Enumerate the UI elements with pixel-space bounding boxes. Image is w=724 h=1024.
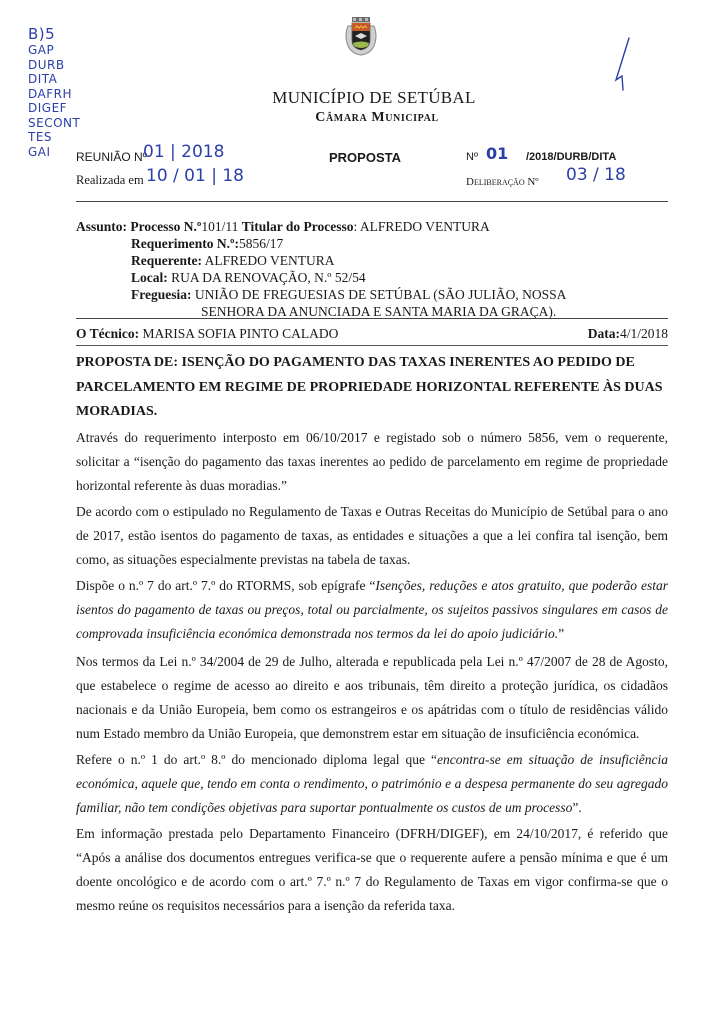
realizada-value: 10 / 01 | 18 <box>146 166 244 186</box>
routing-note: DITA <box>28 72 58 86</box>
paragraph-request: Através do requerimento interposto em 06/10/2017 e registado sob o número 5856, vem o requerente, solicitar a “isenção do pagamento das taxas inerentes ao pedido de parcelamento em regime de propriedade horizontal referente às duas moradias.” <box>76 430 668 493</box>
municipality-title: MUNICÍPIO DE SETÚBAL <box>272 88 476 107</box>
technician-label: O Técnico: <box>76 326 140 341</box>
paragraph-legal-basis: Nos termos da Lei n.º 34/2004 de 29 de Julho, alterada e republicada pela Lei n.º 47/2007 de 28 de Agosto, que estabelece o regime de acesso ao direito e aos tribunais, têm direito a proteção jurídica, os cidadãos nacionais e da União Europeia, bem como os estrangeiros e os apátridas com o título de residências válido num Estado membro da União Europeia, que demonstrem estar em situação de insuficiência económica. <box>76 654 668 741</box>
rtorms-quote: Isenções, reduções e atos gratuito, que poderão estar isentos do pagamento de taxas ou preços, total ou parcialmente, os sujeitos passivos singulares em casos de comprovada insuficiência económica demonstrada nos termos da lei do apoio judiciário. <box>76 578 668 641</box>
proposta-label: PROPOSTA <box>329 150 401 165</box>
handwritten-initial-mark <box>612 36 634 96</box>
proposal-number-label: Nº <box>466 151 478 163</box>
deliberacao-value: 03 / 18 <box>566 165 626 185</box>
council-title: Câmara Municipal <box>315 110 439 125</box>
subject-process-line <box>76 219 490 236</box>
technician-name: MARISA SOFIA PINTO CALADO <box>139 326 339 341</box>
routing-note: DURB <box>28 57 65 72</box>
freguesia-label: Freguesia: <box>131 287 192 302</box>
divider <box>76 345 668 346</box>
divider <box>76 201 668 202</box>
subject-block <box>76 219 676 319</box>
routing-note: GAP <box>28 43 55 57</box>
technician-row <box>76 326 668 342</box>
realizada-label: Realizada em <box>76 173 144 187</box>
rtorms-quote-end: ” <box>558 626 565 641</box>
proposal-number-value: 01 <box>486 144 509 163</box>
subject-freguesia-line <box>131 287 566 304</box>
proposal-number-suffix: /2018/DURB/DITA <box>526 151 617 163</box>
date-label: Data: <box>587 326 620 341</box>
paragraph-regulation: De acordo com o estipulado no Regulamento de Taxas e Outras Receitas do Município de Setúbal para o ano de 2017, estão isentos do pagamento de taxas, as entidades e situações a que a lei confira tal isenção, bem como, as situações especialmente previstas na tabela de taxas. <box>76 504 668 567</box>
freguesia-value-continued: SENHORA DA ANUNCIADA E SANTA MARIA DA GRAÇA). <box>201 304 557 319</box>
routing-note: GAI <box>28 144 51 159</box>
date-value: 4/1/2018 <box>619 326 668 341</box>
proposal-heading: PROPOSTA DE: ISENÇÃO DO PAGAMENTO DAS TAXAS INERENTES AO PEDIDO DE PARCELAMENTO EM REGIME DE PROPRIEDADE HORIZONTAL REFERENTE ÀS DUAS MORADIAS. <box>76 355 663 419</box>
technician <box>76 326 338 342</box>
reuniao-value: 01 | 2018 <box>143 142 225 162</box>
insufficiency-quote-end: ”. <box>572 800 582 815</box>
routing-note: DAFRH <box>28 86 73 101</box>
requerente-label: Requerente: <box>131 253 202 268</box>
subject-requerimento-line <box>131 236 283 253</box>
technician-date <box>588 326 668 342</box>
titular-value: : ALFREDO VENTURA <box>353 219 490 234</box>
routing-note: DIGEF <box>28 101 68 115</box>
requerimento-value: 5856/17 <box>238 236 284 251</box>
municipal-coat-of-arms-icon <box>344 16 378 56</box>
local-label: Local: <box>131 270 168 285</box>
subject-requerente-line <box>131 253 335 270</box>
processo-value: 101/11 <box>201 219 239 234</box>
subject-local-line <box>131 270 366 287</box>
paragraph-rtorms <box>76 574 668 646</box>
paragraph-insufficiency <box>76 748 668 820</box>
requerente-value: ALFREDO VENTURA <box>201 253 335 268</box>
deliberacao-label: Deliberação Nº <box>466 176 539 188</box>
insufficiency-quote: encontra-se em situação de insuficiência económica, aquele que, tendo em conta o rendimento, o património e a despesa permanente do seu agregado familiar, não tem condições objetivas para suportar pontualmente os custos de um processo <box>76 752 668 815</box>
insufficiency-intro: Refere o n.º 1 do art.º 8.º do mencionado diploma legal que “ <box>76 752 437 767</box>
routing-note: TES <box>28 130 53 144</box>
routing-note: SECONT <box>28 115 81 130</box>
assunto-label: Assunto: <box>76 219 128 234</box>
processo-label: Processo N.º <box>130 219 202 234</box>
freguesia-value: UNIÃO DE FREGUESIAS DE SETÚBAL (SÃO JULIÃO, NOSSA <box>191 287 567 302</box>
requerimento-label: Requerimento N.º: <box>131 236 239 251</box>
titular-label: Titular do Processo <box>241 219 354 234</box>
routing-note: B)5 <box>28 25 56 43</box>
paragraph-financial-info: Em informação prestada pelo Departamento Financeiro (DFRH/DIGEF), em 24/10/2017, é referido que “Após a análise dos documentos entregues verifica-se que o requerente aufere a pensão mínima e que é um doente oncológico e de acordo com o art.º 7.º n.º 7 do Regulamento de Taxas em vigor confirma-se que o mesmo reúne os requisitos necessários para a isenção da referida taxa. <box>76 826 668 913</box>
rtorms-intro: Dispõe o n.º 7 do art.º 7.º do RTORMS, sob epígrafe “ <box>76 578 376 593</box>
reuniao-label: REUNIÃO Nº <box>76 150 148 164</box>
local-value: RUA DA RENOVAÇÃO, N.º 52/54 <box>167 270 366 285</box>
divider <box>76 318 668 319</box>
